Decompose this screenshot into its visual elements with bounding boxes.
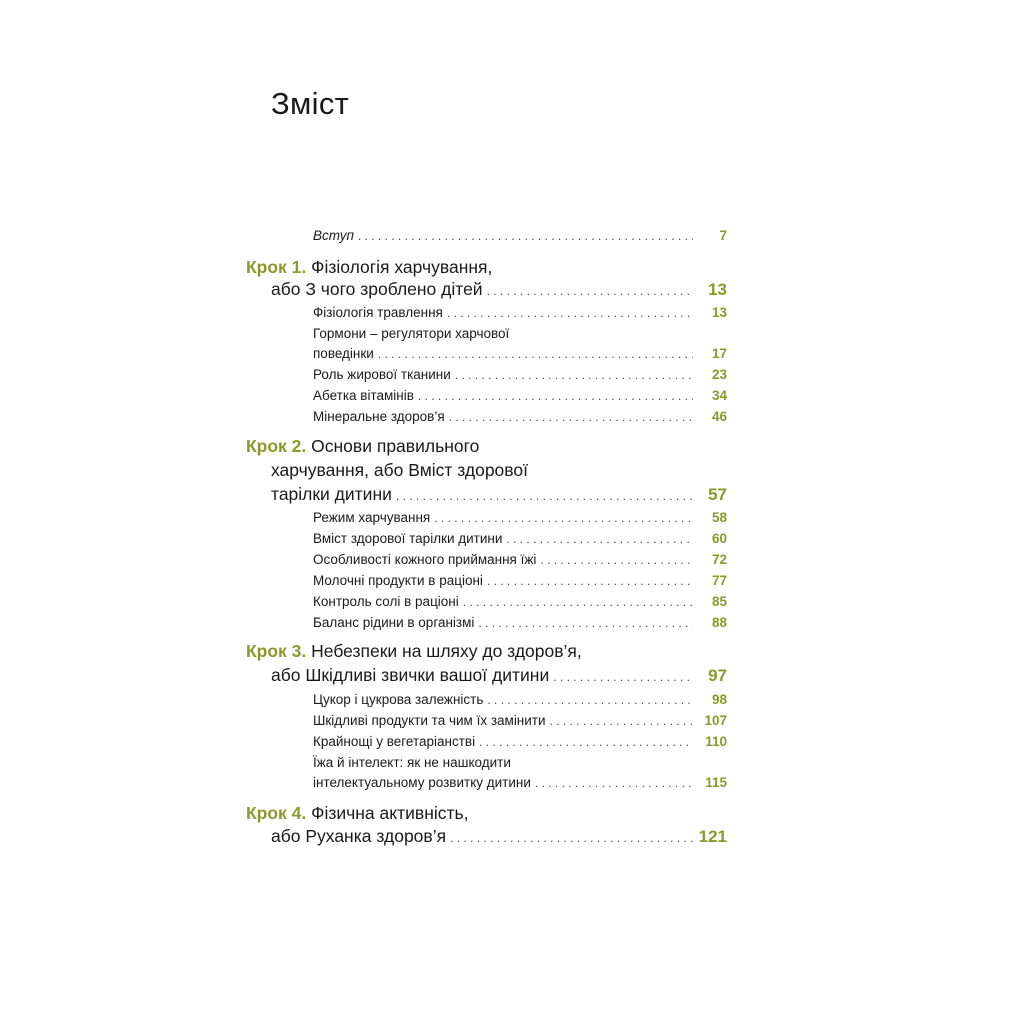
step-prefix: Крок 1. [246, 257, 307, 277]
toc-page-number: 97 [708, 666, 727, 685]
toc-entry[interactable] [313, 388, 727, 406]
leader-dots [450, 831, 693, 845]
step-heading-line [246, 803, 469, 824]
toc-page-number: 72 [711, 552, 727, 567]
toc-entry[interactable] [313, 775, 727, 793]
toc-label: Вміст здорової тарілки дитини [313, 531, 503, 546]
toc-entry[interactable] [313, 367, 727, 385]
step-heading-line [246, 641, 582, 662]
toc-page-number: 85 [711, 594, 727, 609]
leader-dots [540, 553, 693, 567]
toc-label: Крайнощі у вегетаріанстві [313, 734, 476, 749]
toc-label: Мінеральне здоров’я [313, 409, 445, 424]
step-title-line: харчування, або Вміст здорової [271, 460, 528, 480]
toc-entry-step2[interactable] [271, 484, 727, 508]
leader-dots [447, 306, 693, 320]
toc-entry[interactable] [313, 305, 727, 323]
step-heading-line [246, 436, 479, 457]
toc-entry[interactable] [313, 594, 727, 612]
toc-page-number: 17 [711, 346, 727, 361]
leader-dots [378, 347, 693, 361]
toc-page-number: 7 [719, 228, 727, 243]
toc-page-number: 115 [705, 775, 727, 790]
step-title-line: Небезпеки на шляху до здоров’я, [311, 641, 582, 661]
toc-label: тарілки дитини [271, 484, 392, 504]
leader-dots [487, 574, 693, 588]
leader-dots [463, 595, 693, 609]
toc-label: Особливості кожного приймання їжі [313, 552, 537, 567]
toc-entry-step3[interactable] [271, 665, 727, 689]
toc-entry[interactable] [313, 552, 727, 570]
toc-label: Вступ [313, 228, 354, 243]
toc-entry[interactable] [313, 713, 727, 731]
toc-page-number: 98 [711, 692, 727, 707]
toc-entry[interactable] [313, 409, 727, 427]
toc-page-number: 57 [708, 485, 727, 504]
leader-dots [479, 735, 693, 749]
leader-dots [455, 368, 693, 382]
toc-label: Баланс рідини в організмі [313, 615, 475, 630]
step-prefix: Крок 2. [246, 436, 307, 456]
leader-dots [550, 714, 693, 728]
toc-label: або З чого зроблено дітей [271, 279, 483, 299]
toc-label-line: Гормони – регулятори харчової [313, 326, 510, 341]
toc-page-number: 13 [711, 305, 727, 320]
toc-label: Молочні продукти в раціоні [313, 573, 483, 588]
leader-dots [396, 489, 693, 503]
leader-dots [535, 776, 693, 790]
step-heading-line [246, 257, 492, 278]
leader-dots [478, 616, 693, 630]
toc-label: або Шкідливі звички вашої дитини [271, 665, 550, 685]
toc-page-number: 13 [708, 280, 727, 299]
toc-entry[interactable] [313, 510, 727, 528]
toc-label: Абетка вітамінів [313, 388, 414, 403]
step-title-line: Фізична активність, [311, 803, 469, 823]
toc-label: поведінки [313, 346, 374, 361]
step-title-line: Основи правильного [311, 436, 480, 456]
toc-label: Контроль солі в раціоні [313, 594, 459, 609]
leader-dots [506, 532, 693, 546]
toc-label: Роль жирової тканини [313, 367, 451, 382]
toc-label: Цукор і цукрова залежність [313, 692, 484, 707]
toc-page-number: 107 [704, 713, 727, 728]
toc-label-line: Їжа й інтелект: як не нашкодити [313, 755, 511, 770]
toc-page-number: 88 [711, 615, 727, 630]
toc-entry[interactable] [313, 573, 727, 591]
toc-entry[interactable] [313, 734, 727, 752]
leader-dots [553, 670, 693, 684]
toc-label: Режим харчування [313, 510, 431, 525]
leader-dots [449, 410, 693, 424]
toc-entry[interactable] [313, 692, 727, 710]
leader-dots [434, 511, 693, 525]
toc-entry[interactable] [313, 615, 727, 633]
step-prefix: Крок 3. [246, 641, 307, 661]
toc-page-number: 34 [711, 388, 727, 403]
step-title-line: Фізіологія харчування, [311, 257, 493, 277]
leader-dots [418, 389, 693, 403]
toc-page-number: 23 [711, 367, 727, 382]
toc-label: або Руханка здоров’я [271, 826, 447, 846]
toc-label: Фізіологія травлення [313, 305, 443, 320]
toc-page-number: 121 [698, 827, 727, 846]
toc-entry-step4[interactable] [271, 826, 727, 850]
toc-page-number: 110 [705, 734, 727, 749]
toc-page-number: 58 [711, 510, 727, 525]
toc-page-number: 60 [711, 531, 727, 546]
toc-page-number: 46 [711, 409, 727, 424]
page-title: Зміст [271, 86, 350, 121]
leader-dots [487, 693, 693, 707]
leader-dots [358, 229, 693, 243]
toc-entry-step1[interactable] [271, 279, 727, 303]
toc-label: Шкідливі продукти та чим їх замінити [313, 713, 546, 728]
toc-label: інтелектуальному розвитку дитини [313, 775, 531, 790]
toc-entry[interactable] [313, 346, 727, 364]
toc-entry[interactable] [313, 531, 727, 549]
toc-page-number: 77 [711, 573, 727, 588]
toc-entry-intro[interactable] [313, 228, 727, 246]
leader-dots [487, 284, 693, 298]
step-prefix: Крок 4. [246, 803, 307, 823]
